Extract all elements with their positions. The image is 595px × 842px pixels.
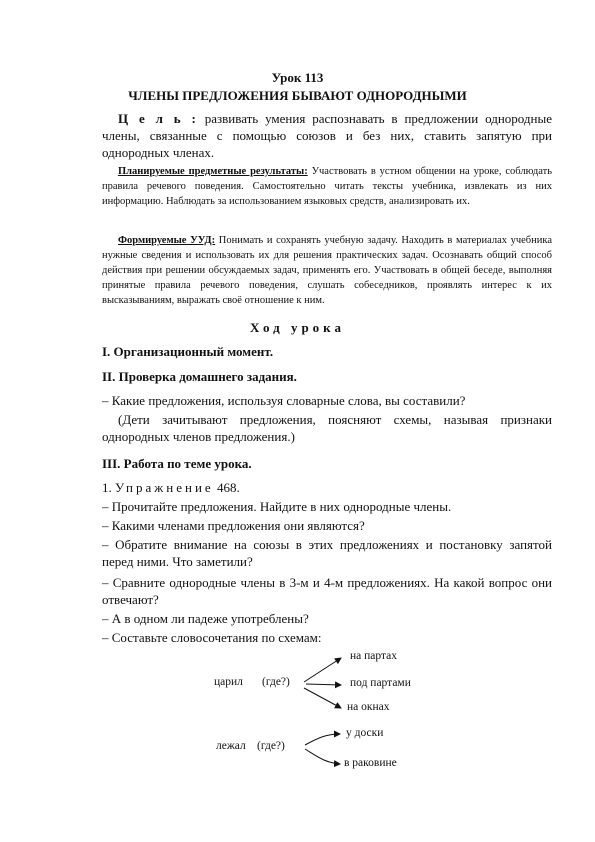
results-label: Планируемые предметные результаты: — [118, 166, 308, 177]
question-6: – А в одном ли падеже употреблены? — [102, 611, 309, 626]
section-2: II. Проверка домашнего задания. — [102, 369, 297, 384]
scheme2-item-2: в раковине — [344, 757, 397, 769]
lesson-title: ЧЛЕНЫ ПРЕДЛОЖЕНИЯ БЫВАЮТ ОДНОРОДНЫМИ — [128, 88, 467, 103]
scheme2-word: лежал — [216, 740, 246, 752]
scheme1-item-2: под партами — [350, 677, 411, 689]
scheme1-item-1: на партах — [350, 650, 398, 662]
question-2: – Прочитайте предложения. Найдите в них однородные члены. — [102, 499, 452, 514]
section-3: III. Работа по теме урока. — [102, 456, 252, 471]
question-5-text: – Сравните однородные члены в 3-м и 4-м предложениях. На какой вопрос они отвечают? — [102, 575, 552, 607]
uud-label: Формируемые УУД: — [118, 235, 216, 246]
question-1: – Какие предложения, используя словарные слова, вы составили? — [102, 393, 466, 408]
scheme2-arrow-2 — [305, 749, 340, 764]
children-note-text: (Дети зачитывают предложения, поясняют схемы, называя признаки однородных членов предложения.) — [102, 412, 552, 444]
question-4-text: – Обратите внимание на союзы в этих предложениях и постановку запятой перед ними. Что заметили? — [102, 537, 552, 569]
results-text: Участвовать в устном общении на уроке, соблюдать правила речевого поведения. Самостоятельно читать тексты учебника, извлекать из них информацию. Наблюдать за использованием языковых средств, анализировать их. — [102, 166, 552, 207]
scheme1-item-3: на окнах — [347, 701, 390, 713]
exercise-number: 1. — [102, 480, 115, 495]
section-1: I. Организационный момент. — [102, 344, 274, 359]
goal-text: развивать умения распознавать в предложении однородные члены, связанные с помощью союзов и без них, ставить запятую при однородных членах. — [102, 111, 552, 160]
course-heading: Ход урока — [250, 320, 345, 335]
scheme2-item-1: у доски — [346, 727, 384, 739]
scheme1-arrow-2 — [306, 684, 341, 685]
scheme1-word: царил — [214, 676, 243, 688]
scheme1-question: (где?) — [262, 676, 290, 688]
scheme1-arrow-3 — [304, 688, 341, 708]
uud-text: Понимать и сохранять учебную задачу. Находить в материалах учебника нужные сведения и использовать их для решения практических задач. Осознавать общий способ действия при решении обсуждаемых задач, применять его. Участвовать в общей беседе, выполняя принятые правила речевого поведения, слушать собеседников, проявлять интерес к их высказываниям, выражать своё отношение к ним. — [102, 235, 552, 306]
scheme2-question: (где?) — [257, 740, 285, 752]
goal-label: Ц е л ь : — [118, 111, 198, 126]
question-3: – Какими членами предложения они являются? — [102, 518, 365, 533]
lesson-number: Урок 113 — [271, 70, 324, 85]
question-7: – Составьте словосочетания по схемам: — [102, 630, 322, 645]
exercise-label: Упражнение — [115, 480, 214, 495]
scheme2-arrow-1 — [305, 734, 340, 745]
exercise-value: 468. — [213, 480, 240, 495]
scheme1-arrow-1 — [304, 658, 341, 682]
